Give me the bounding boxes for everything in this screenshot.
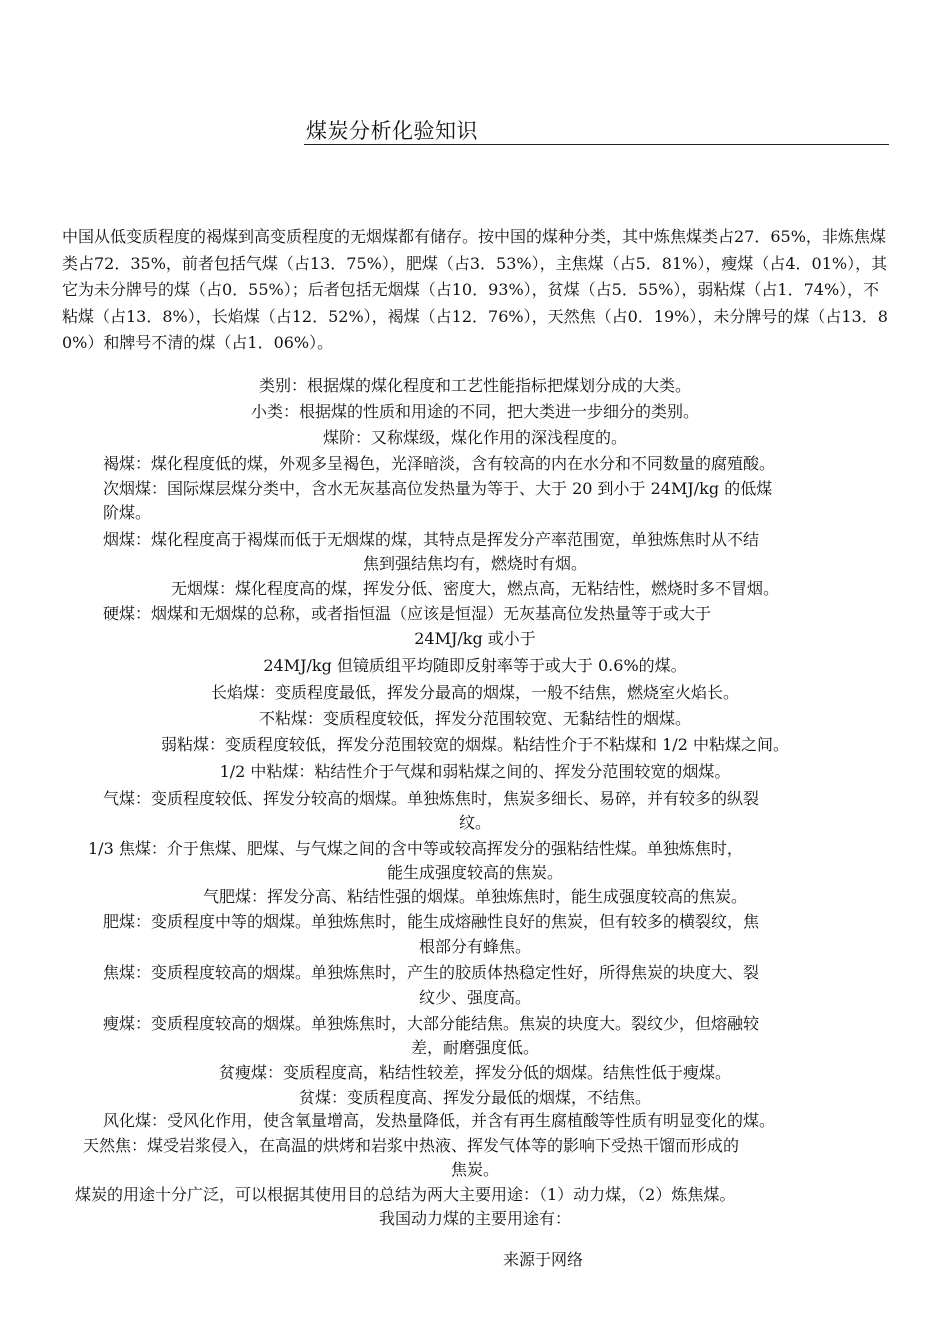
- definition-line-continued: 阶煤。: [103, 503, 152, 522]
- definition-line-continued: 纹少、强度高。: [418, 988, 531, 1007]
- definition-line: 煤阶：又称煤级，煤化作用的深浅程度的。: [322, 428, 627, 447]
- definition-line: 贫瘦煤：变质程度高，粘结性较差，挥发分低的烟煤。结焦性低于瘦煤。: [218, 1063, 731, 1082]
- definition-line: 气煤：变质程度较低、挥发分较高的烟煤。单独炼焦时，焦炭多细长、易碎，并有较多的纵裂: [103, 789, 760, 808]
- definition-line: 次烟煤：国际煤层煤分类中，含水无灰基高位发热量为等于、大于 20 到小于 24MJ/kg 的低煤: [103, 479, 773, 498]
- definition-line: 焦煤：变质程度较高的烟煤。单独炼焦时，产生的胶质体热稳定性好，所得焦炭的块度大、裂: [103, 963, 760, 982]
- usage-sentence: 煤炭的用途十分广泛，可以根据其使用目的总结为两大主要用途：（1）动力煤，（2）炼焦煤。: [75, 1185, 736, 1204]
- definition-line-continued: 24MJ/kg 或小于: [414, 629, 536, 648]
- definition-line: 风化煤：受风化作用，使含氧量增高，发热量降低，并含有再生腐植酸等性质有明显变化的煤。: [103, 1111, 776, 1130]
- definition-line: 贫煤：变质程度高、挥发分最低的烟煤，不结焦。: [298, 1088, 651, 1107]
- definition-line-continued: 根部分有蜂焦。: [418, 937, 531, 956]
- page-title: 煤炭分析化验知识: [306, 119, 478, 143]
- definition-line: 烟煤：煤化程度高于褐煤而低于无烟煤的煤，其特点是挥发分产率范围宽，单独炼焦时从不结: [103, 530, 760, 549]
- definition-line-continued: 24MJ/kg 但镜质组平均随即反射率等于或大于 0.6%的煤。: [263, 656, 687, 675]
- definition-line: 1/3 焦煤：介于焦煤、肥煤、与气煤之间的含中等或较高挥发分的强粘结性煤。单独炼焦时，: [88, 839, 743, 858]
- definition-line-continued: 纹。: [458, 813, 491, 832]
- definition-line: 无烟煤：煤化程度高的煤，挥发分低、密度大，燃点高，无粘结性，燃烧时多不冒烟。: [170, 579, 779, 598]
- definition-line: 1/2 中粘煤：粘结性介于气煤和弱粘煤之间的、挥发分范围较宽的烟煤。: [219, 762, 731, 781]
- definition-line-continued: 焦炭。: [450, 1160, 499, 1179]
- definition-line-continued: 差，耐磨强度低。: [410, 1038, 539, 1057]
- definition-line: 小类：根据煤的性质和用途的不同，把大类进一步细分的类别。: [250, 402, 699, 421]
- usage-subheading: 我国动力煤的主要用途有：: [378, 1209, 571, 1228]
- definition-line: 类别：根据煤的煤化程度和工艺性能指标把煤划分成的大类。: [258, 376, 691, 395]
- title-block: [304, 118, 889, 145]
- definition-line-continued: 焦到强结焦均有，燃烧时有烟。: [362, 554, 587, 573]
- source-note: 来源于网络: [503, 1250, 584, 1269]
- definition-line: 天然焦：煤受岩浆侵入，在高温的烘烤和岩浆中热液、挥发气体等的影响下受热干馏而形成的: [83, 1136, 740, 1155]
- definition-line: 长焰煤：变质程度最低，挥发分最高的烟煤，一般不结焦，燃烧室火焰长。: [210, 683, 739, 702]
- definition-line: 气肥煤：挥发分高、粘结性强的烟煤。单独炼焦时，能生成强度较高的焦炭。: [202, 887, 747, 906]
- definition-line: 弱粘煤：变质程度较低，挥发分范围较宽的烟煤。粘结性介于不粘煤和 1/2 中粘煤之间。: [161, 735, 789, 754]
- intro-paragraph: 中国从低变质程度的褐煤到高变质程度的无烟煤都有储存。按中国的煤种分类，其中炼焦煤类占27．65%，非炼焦煤类占72．35%，前者包括气煤（占13．75%），肥煤（占3．53%），主焦煤（占5．81%），瘦煤（占4．01%），其它为未分牌号的煤（占0．55%）；后者包括无烟煤（占10．93%），贫煤（占5．55%），弱粘煤（占1．74%），不粘煤（占13．8%），长焰煤（占12．52%），褐煤（占12．76%），天然焦（占0．19%），未分牌号的煤（占13．80%）和牌号不清的煤（占1．06%）。: [62, 227, 888, 352]
- definition-line: 瘦煤：变质程度较高的烟煤。单独炼焦时，大部分能结焦。焦炭的块度大。裂纹少，但熔融较: [103, 1014, 760, 1033]
- definition-line: 硬煤：烟煤和无烟煤的总称，或者指恒温（应该是恒湿）无灰基高位发热量等于或大于: [103, 604, 712, 623]
- definition-line: 不粘煤：变质程度较低，挥发分范围较宽、无黏结性的烟煤。: [258, 709, 691, 728]
- definition-line: 肥煤：变质程度中等的烟煤。单独炼焦时，能生成熔融性良好的焦炭，但有较多的横裂纹，焦: [103, 912, 760, 931]
- definition-line-continued: 能生成强度较高的焦炭。: [386, 863, 563, 882]
- definition-line: 褐煤：煤化程度低的煤，外观多呈褐色，光泽暗淡，含有较高的内在水分和不同数量的腐殖酸。: [103, 454, 776, 473]
